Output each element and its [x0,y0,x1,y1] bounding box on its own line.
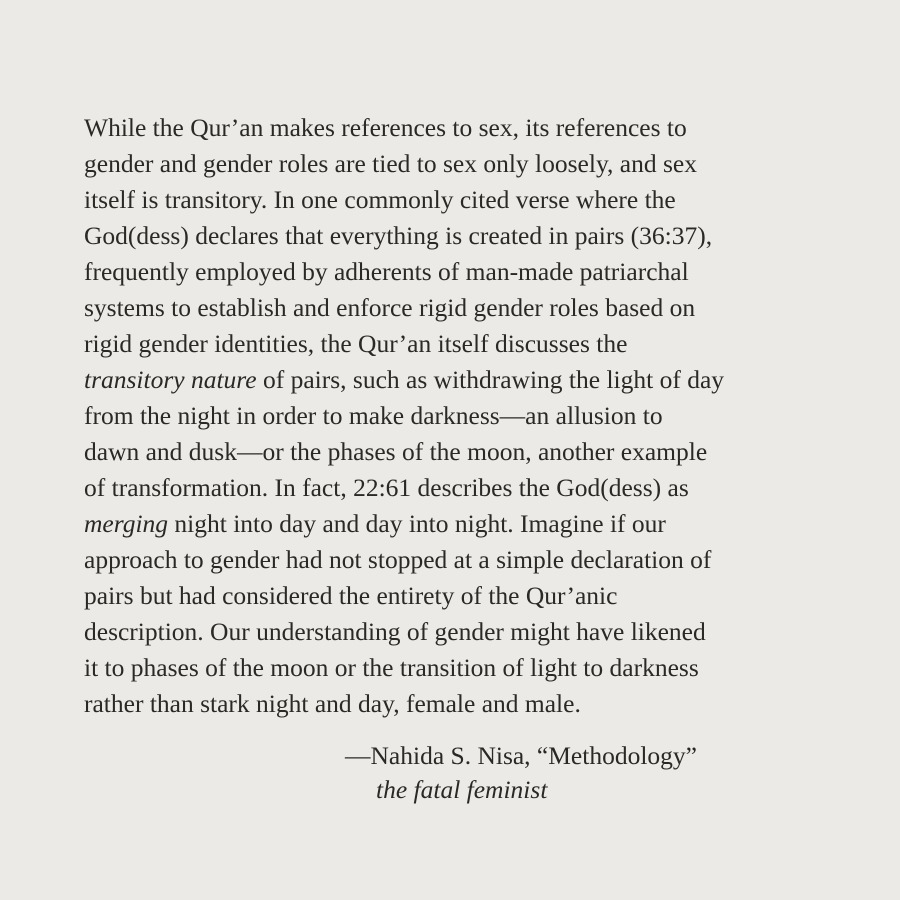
quote-line: approach to gender had not stopped at a simple declaration of [84,545,712,574]
quote-line-rest: night into day and day into night. Imagine if our [168,509,666,538]
quote-line [84,362,824,398]
quote-line: frequently employed by adherents of man-made patriarchal [84,257,689,286]
quote-line: description. Our understanding of gender might have likened [84,617,706,646]
quote-line: rigid gender identities, the Qur’an itself discusses the [84,329,628,358]
quote-line: pairs but had considered the entirety of the Qur’anic [84,581,618,610]
attribution-source: the fatal feminist [376,775,548,804]
quote-line: it to phases of the moon or the transition of light to darkness [84,653,699,682]
italic-emphasis: merging [84,509,169,538]
quote-line: gender and gender roles are tied to sex only loosely, and sex [84,149,697,178]
quote-line: While the Qur’an makes references to sex, its references to [84,113,687,142]
quote-line: dawn and dusk—or the phases of the moon, another example [84,437,708,466]
quote-block [84,110,824,722]
quote-line-rest: of pairs, such as withdrawing the light of day [256,365,725,394]
quote-line: God(dess) declares that everything is created in pairs (36:37), [84,221,713,250]
quote-line: systems to establish and enforce rigid gender roles based on [84,293,696,322]
quote-line: of transformation. In fact, 22:61 describes the God(dess) as [84,473,689,502]
italic-emphasis: transitory nature [84,365,257,394]
quote-line: rather than stark night and day, female and male. [84,689,581,718]
quote-line: itself is transitory. In one commonly cited verse where the [84,185,676,214]
quote-line: from the night in order to make darkness—an allusion to [84,401,663,430]
quote-line [84,506,824,542]
attribution-author: —Nahida S. Nisa, “Methodology” [345,741,697,770]
